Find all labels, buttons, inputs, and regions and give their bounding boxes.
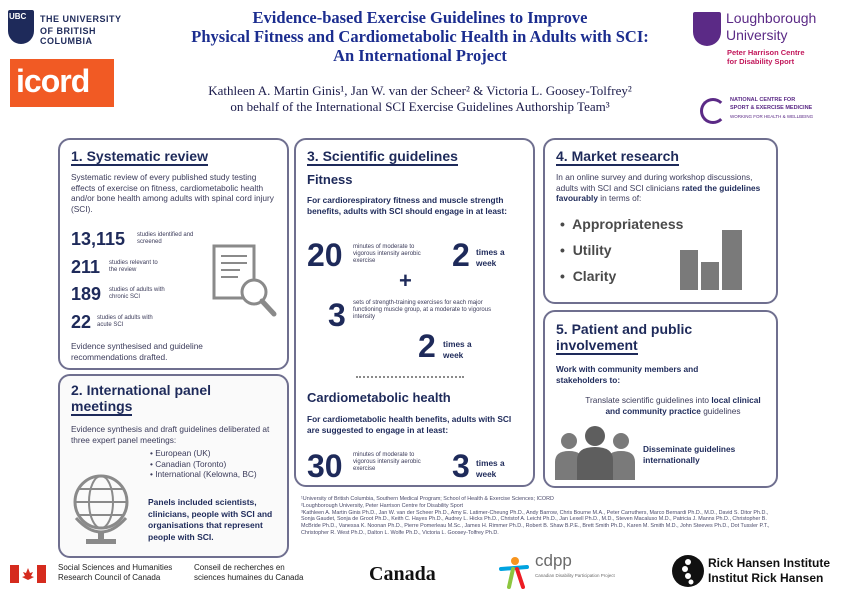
authors-line2: on behalf of the International SCI Exercise Guidelines Authorship Team³: [230, 99, 610, 114]
aerobic-number: 20: [307, 237, 343, 273]
ncsem-swirl-icon: [700, 98, 726, 124]
sshrc-en2: Research Council of Canada: [58, 573, 161, 582]
footnote-item: ³Kathleen A. Martin Ginis Ph.D., Jan W. van der Scheer Ph.D., Amy E. Latimer-Cheung Ph.D., Andy Barrow, Chris Bourne M.A., Peter Carruthers, Marco Bernardi Ph.D., M.D., David S. Ditor Ph.D., Sonja Gaudet, Sonja de Groot Ph.D., Keith C. Hayes Ph.D., Audrey L. Hicks Ph.D., Christof A. Leicht Ph.D., Jan Lexell Ph.D., M.D., Steven Macaluso M.D., Patricia J. Manns Ph.D., Christopher B. McBride Ph.D., Vanessa K. Noonan Ph.D., Pierre Pomerleau M.Sc., James H. Rimmer Ph.D., Robert B. Shaw B.P.E., Brett Smith Ph.D., Karen M. Smith M.D., John Steeves Ph.D., Dot Tussler P.T., Christopher R. West Ph.D., Dalton L. Wolfe Ph.D., Victoria L. Goosey-Tolfrey Ph.D.: [301, 509, 770, 536]
meeting-item: • International (Kelowna, BC): [150, 469, 257, 479]
cardio-heading: Cardiometabolic health: [307, 390, 451, 405]
stat-label: studies of adults with chronic SCI: [109, 287, 165, 300]
meeting-list: [150, 448, 257, 480]
cardio-intro: For cardiometabolic health benefits, adults with SCI are suggested to engage in at least:: [307, 414, 512, 435]
cdpp-text: cdpp: [535, 551, 572, 570]
cardio-freq-label: times a week: [476, 458, 505, 479]
section-divider: [356, 376, 464, 378]
criterion-item: • Utility: [560, 242, 612, 258]
cardio-freq-number: 3: [452, 448, 470, 484]
rhi-line1: Rick Hansen Institute: [708, 556, 831, 570]
sshrc-fr: [194, 563, 303, 583]
involvement-panel: [543, 310, 778, 488]
poster-title: [150, 8, 690, 65]
footnote-item: ²Loughborough University, Peter Harrison Centre for Disability Sport: [301, 502, 463, 509]
loughborough-logo: [693, 10, 838, 70]
ubc-line1: THE UNIVERSITY: [40, 14, 122, 24]
market-research-intro: [556, 172, 761, 204]
icord-logo: [10, 59, 114, 107]
rhi-spine-icon: [672, 553, 704, 589]
stat-number: 22: [71, 312, 92, 332]
criterion-label: Clarity: [572, 268, 617, 284]
bar-chart-icon: [679, 228, 745, 290]
aerobic-freq-label: times a week: [476, 247, 505, 268]
systematic-review-intro: Systematic review of every published study testing effects of exercise on fitness, cardiometabolic health and/or bone health among adults with spinal cord injury (SCI).: [71, 172, 274, 214]
icord-text: icord: [16, 63, 90, 99]
fitness-heading: Fitness: [307, 172, 353, 187]
involvement-heading-line2: involvement: [556, 337, 638, 353]
stat-number: 13,115: [71, 229, 126, 249]
rhi-line2: Institut Rick Hansen: [708, 571, 824, 585]
sshrc-fr2: sciences humaines du Canada: [194, 573, 304, 582]
involvement-heading: [556, 321, 692, 355]
title-line3: An International Project: [333, 46, 507, 65]
title-line1: Evidence-based Exercise Guidelines to Improve: [252, 8, 588, 27]
title-line2: Physical Fitness and Cardiometabolic Health in Adults with SCI:: [191, 27, 649, 46]
translate-bold: local clinical and community practice: [605, 395, 761, 416]
authors-line1: Kathleen A. Martin Ginis¹, Jan W. van der Scheer² & Victoria L. Goosey-Tolfrey²: [208, 83, 632, 98]
cdpp-logo: [497, 551, 637, 591]
ncsem-line3: WORKING FOR HEALTH & WELLBEING: [730, 114, 814, 119]
scientific-guidelines-heading: 3. Scientific guidelines: [307, 148, 458, 164]
cdpp-sub: Canadian Disability Participation Project: [535, 573, 615, 578]
rhi-logo: [672, 553, 838, 591]
canada-wordmark: Canada: [369, 563, 436, 585]
cardio-number: 30: [307, 448, 343, 484]
meeting-item: • Canadian (Toronto): [150, 458, 227, 469]
plus-sign: +: [399, 268, 412, 293]
document-search-icon: [208, 240, 280, 320]
panel-heading-line1: 2. International panel: [71, 382, 212, 398]
people-group-icon: [553, 424, 637, 480]
stat-label: studies relevant to the review: [109, 260, 158, 273]
panel-meetings-intro: Evidence synthesis and draft guidelines deliberated at three expert panel meetings:: [71, 424, 270, 445]
criteria-list: [560, 216, 683, 294]
criterion-label: Appropriateness: [572, 216, 684, 232]
panel-heading-line2: meetings: [71, 398, 133, 414]
canada-flag-icon: [10, 565, 46, 583]
ubc-mark: UBC: [9, 12, 27, 21]
sshrc-fr1: Conseil de recherches en: [194, 563, 285, 572]
strength-freq-number: 2: [418, 328, 436, 364]
footnotes: [301, 496, 771, 537]
panel-meetings-heading: [71, 382, 211, 416]
criterion-label: Utility: [572, 242, 612, 258]
stat-number: 189: [71, 284, 102, 304]
market-research-panel: [543, 138, 778, 304]
intro-pre: In an online survey and during workshop discussions, adults with SCI and SCI clinicians: [556, 172, 753, 193]
lough-line2: University: [726, 27, 788, 43]
criterion-item: • Appropriateness: [560, 216, 684, 232]
ncsem-line2: SPORT & EXERCISE MEDICINE: [730, 105, 813, 111]
sshrc-en: [58, 563, 172, 583]
stat-label: studies identified and screened: [137, 232, 194, 245]
lough-line1: Loughborough: [726, 10, 817, 26]
ncsem-logo: [700, 96, 838, 132]
systematic-review-panel: [58, 138, 289, 370]
lough-sub2: for Disability Sport: [727, 57, 795, 66]
translate-post: guidelines: [700, 405, 741, 416]
aerobic-freq-number: 2: [452, 237, 470, 273]
meeting-item: • European (UK): [150, 448, 211, 458]
aerobic-label: minutes of moderate to vigorous intensity aerobic exercise: [353, 244, 421, 264]
fitness-intro: For cardiorespiratory fitness and muscle strength benefits, adults with SCI should engage in at least:: [307, 195, 508, 216]
panel-note: Panels included scientists, clinicians, people with SCI and organisations that represent people with SCI.: [148, 497, 273, 542]
globe-icon: [68, 468, 134, 548]
ncsem-line1: NATIONAL CENTRE FOR: [730, 97, 796, 103]
strength-label: sets of strength-training exercises for each major functioning muscle group, at a moderate to vigorous intensity: [353, 300, 492, 320]
scientific-guidelines-panel: [294, 138, 535, 487]
stat-number: 211: [71, 257, 101, 277]
authors: [150, 83, 690, 115]
systematic-review-heading: 1. Systematic review: [71, 148, 208, 164]
footnote-item: ¹University of British Columbia, Southern Medical Program; School of Health & Exercise Sciences; ICORD: [301, 496, 554, 502]
disseminate-text: Disseminate guidelines internationally: [643, 444, 736, 465]
lough-sub1: Peter Harrison Centre: [727, 48, 805, 57]
cdpp-figure-icon: [497, 555, 531, 589]
involvement-intro: Work with community members and stakeholders to:: [556, 364, 699, 385]
cardio-label: minutes of moderate to vigorous intensity aerobic exercise: [353, 452, 421, 472]
strength-freq-label: times a week: [443, 339, 472, 360]
translate-text: [583, 395, 763, 416]
intro-bold: rated the guidelines favourably: [556, 182, 761, 203]
translate-pre: Translate scientific guidelines into: [585, 395, 712, 405]
sshrc-en1: Social Sciences and Humanities: [58, 563, 173, 572]
systematic-review-footer: Evidence synthesised and guideline recommendations drafted.: [71, 341, 203, 362]
loughborough-crest-icon: [693, 12, 721, 46]
criterion-item: • Clarity: [560, 268, 617, 284]
involvement-heading-line1: 5. Patient and public: [556, 321, 693, 337]
strength-number: 3: [328, 297, 346, 333]
market-research-heading: 4. Market research: [556, 148, 679, 164]
ubc-line2: OF BRITISH COLUMBIA: [40, 26, 96, 46]
panel-meetings-panel: [58, 374, 289, 558]
intro-post: in terms of:: [597, 193, 642, 203]
stat-label: studies of adults with acute SCI: [97, 315, 153, 328]
ubc-logo: [8, 10, 148, 46]
